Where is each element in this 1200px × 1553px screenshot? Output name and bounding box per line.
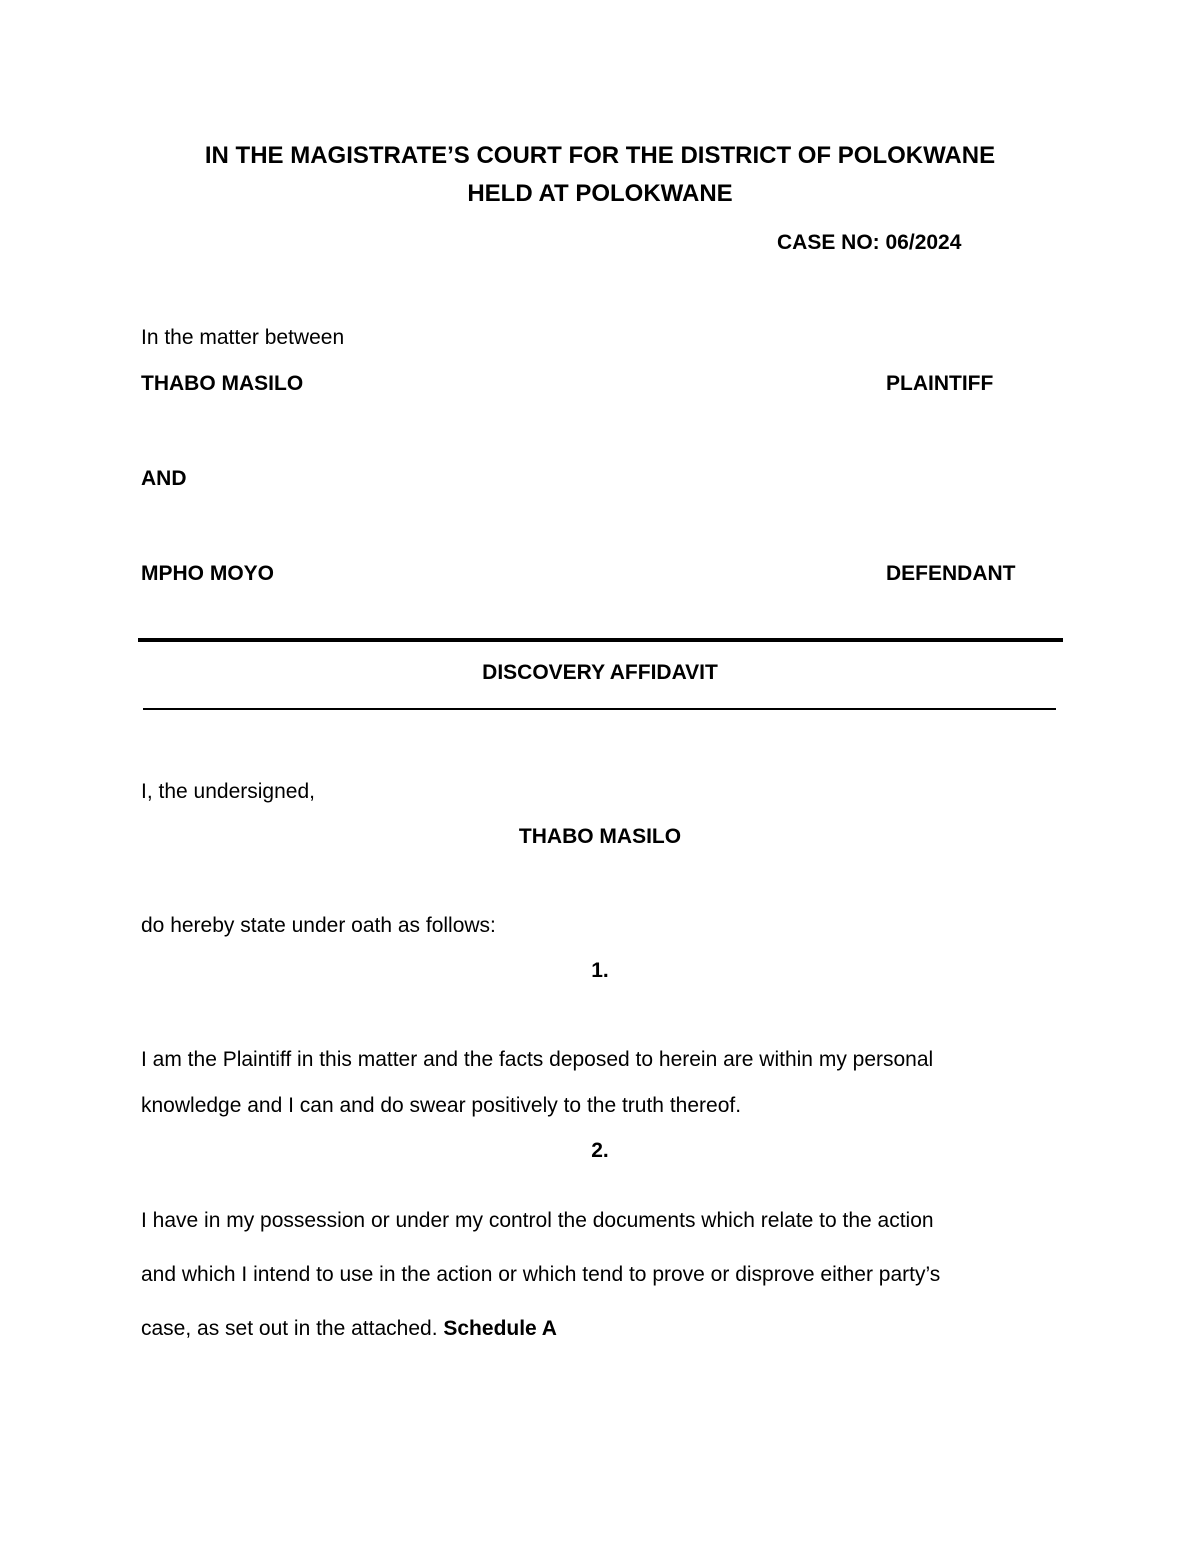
deponent-name: THABO MASILO	[518, 825, 682, 848]
case-number: CASE NO: 06/2024	[777, 231, 962, 254]
paragraph-number-2: 2.	[591, 1139, 609, 1162]
paragraph-2-line-3-text: case, as set out in the attached.	[141, 1317, 438, 1340]
schedule-reference: Schedule A	[443, 1317, 557, 1340]
plaintiff-name: THABO MASILO	[141, 372, 304, 395]
plaintiff-role: PLAINTIFF	[886, 372, 994, 395]
paragraph-1-line-1: I am the Plaintiff in this matter and the facts deposed to herein are within my personal	[141, 1048, 934, 1071]
party-conjunction: AND	[141, 467, 187, 490]
paragraph-2-line-1: I have in my possession or under my control the documents which relate to the action	[141, 1209, 934, 1232]
document-title: DISCOVERY AFFIDAVIT	[482, 661, 718, 684]
court-heading-line-2: HELD AT POLOKWANE	[467, 180, 733, 207]
court-heading-line-1: IN THE MAGISTRATE’S COURT FOR THE DISTRICT OF POLOKWANE	[204, 142, 996, 169]
matter-intro: In the matter between	[141, 326, 345, 349]
title-top-rule	[138, 638, 1063, 642]
defendant-role: DEFENDANT	[886, 562, 1016, 585]
paragraph-2-line-3	[141, 1317, 557, 1341]
deponent-intro: I, the undersigned,	[141, 780, 315, 803]
defendant-name: MPHO MOYO	[141, 562, 275, 585]
paragraph-2-line-2: and which I intend to use in the action or which tend to prove or disprove either party’s	[141, 1263, 941, 1286]
paragraph-1-line-2: knowledge and I can and do swear positively to the truth thereof.	[141, 1094, 742, 1117]
title-bottom-rule	[143, 708, 1056, 710]
paragraph-number-1: 1.	[591, 959, 609, 982]
oath-statement: do hereby state under oath as follows:	[141, 914, 496, 937]
